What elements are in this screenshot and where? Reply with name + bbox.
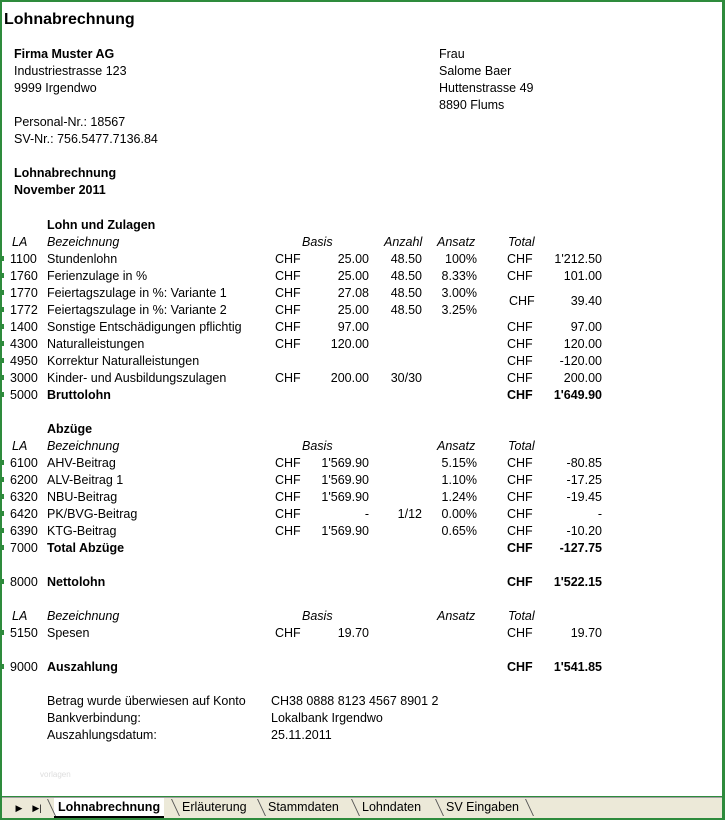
tab-lohnabrechnung[interactable]: Lohnabrechnung [54, 798, 164, 818]
lohn-header-bez: Bezeichnung [47, 235, 120, 249]
netto-total: 1'522.15 [553, 575, 602, 589]
cell-basis: 25.00 [337, 303, 369, 317]
cell-cur: CHF [275, 456, 301, 470]
row-marker [2, 460, 4, 465]
lohn-header-la: LA [12, 235, 28, 249]
cell-tcur: CHF [507, 320, 533, 334]
cell-basis: 120.00 [330, 337, 369, 351]
cell-bez: Sonstige Entschädigungen pflichtig [47, 320, 242, 334]
cell-bez: AHV-Beitrag [47, 456, 116, 470]
row-marker [2, 528, 4, 533]
cell-la: 1100 [10, 252, 37, 266]
cell-tcur: CHF [507, 456, 533, 470]
spesen-header-bez: Bezeichnung [47, 609, 120, 623]
cell-total: -10.20 [566, 524, 602, 538]
bank-value-bank: Lokalbank Irgendwo [271, 711, 383, 725]
row-marker [2, 256, 4, 261]
cell-bez: Korrektur Naturalleistungen [47, 354, 200, 368]
cell-bez: NBU-Beitrag [47, 490, 118, 504]
cell-basis: 1'569.90 [321, 524, 369, 538]
bank-label-bank: Bankverbindung: [47, 711, 141, 725]
cell-cur: CHF [275, 524, 301, 538]
section-abzuege-title: Abzüge [47, 422, 93, 436]
payout-label: Auszahlung [47, 660, 118, 674]
row-marker [2, 341, 4, 346]
bank-value-date: 25.11.2011 [271, 728, 332, 742]
payout-total: 1'541.85 [553, 660, 602, 674]
sum-label: Total Abzüge [47, 541, 125, 555]
abzuege-header-ansatz: Ansatz [437, 439, 476, 453]
row-marker [2, 358, 4, 363]
employee-city: 8890 Flums [439, 98, 505, 112]
cell-ans: 0.00% [441, 507, 477, 521]
row-marker [2, 579, 4, 584]
row-marker [2, 511, 4, 516]
cell-tcur: CHF [507, 507, 533, 521]
cell-la: 5150 [10, 626, 38, 640]
cell-basis: 19.70 [337, 626, 369, 640]
cell-la: 4300 [10, 337, 38, 351]
lohn-header-ansatz: Ansatz [437, 235, 476, 249]
sum-total: 1'649.90 [553, 388, 602, 402]
merged-cell-total: 39.40 [570, 294, 602, 308]
cell-la: 6390 [10, 524, 38, 538]
merged-cell-currency: CHF [509, 294, 535, 308]
cell-total: 19.70 [570, 626, 602, 640]
cell-cur: CHF [275, 337, 301, 351]
spesen-header-la: LA [12, 609, 28, 623]
cell-tcur: CHF [507, 269, 533, 283]
sum-currency: CHF [507, 388, 533, 402]
lohn-header-total: Total [508, 235, 535, 249]
cell-total: 120.00 [563, 337, 602, 351]
tab-erl-uterung[interactable]: Erläuterung [182, 800, 247, 814]
spesen-header-ansatz: Ansatz [437, 609, 476, 623]
row-marker [2, 290, 4, 295]
cell-basis: 97.00 [337, 320, 369, 334]
cell-total: 1'212.50 [554, 252, 602, 266]
row-marker [2, 324, 4, 329]
sum-la: 7000 [10, 541, 38, 555]
cell-ans: 1.10% [441, 473, 477, 487]
cell-basis: 1'569.90 [321, 473, 369, 487]
row-marker [2, 630, 4, 635]
row-marker [2, 477, 4, 482]
next-sheet-icon[interactable]: ▶ [15, 803, 23, 813]
lohn-header-anzahl: Anzahl [384, 235, 423, 249]
cell-total: - [597, 507, 602, 521]
doc-heading: Lohnabrechnung [14, 166, 117, 180]
lohn-header-basis: Basis [302, 235, 333, 249]
cell-la: 4950 [10, 354, 38, 368]
cell-cur: CHF [275, 303, 301, 317]
cell-ans: 3.25% [441, 303, 477, 317]
abzuege-header-la: LA [12, 439, 28, 453]
cell-tcur: CHF [507, 371, 533, 385]
cell-ans: 3.00% [441, 286, 477, 300]
cell-tcur: CHF [507, 524, 533, 538]
cell-la: 1772 [10, 303, 38, 317]
cell-cur: CHF [275, 252, 301, 266]
cell-total: -19.45 [566, 490, 602, 504]
cell-anz: 48.50 [390, 303, 422, 317]
cell-basis: 25.00 [337, 269, 369, 283]
cell-la: 6420 [10, 507, 38, 521]
cell-ans: 8.33% [441, 269, 477, 283]
abzuege-header-total: Total [508, 439, 535, 453]
spesen-header-basis: Basis [302, 609, 333, 623]
cell-total: -17.25 [566, 473, 602, 487]
doc-period: November 2011 [14, 183, 106, 197]
employer-street: Industriestrasse 123 [14, 64, 127, 78]
cell-basis: 25.00 [337, 252, 369, 266]
cell-bez: Stundenlohn [47, 252, 118, 266]
cell-anz: 48.50 [390, 269, 422, 283]
sum-total: -127.75 [559, 541, 602, 555]
cell-la: 6320 [10, 490, 38, 504]
cell-basis: - [364, 507, 369, 521]
personal-number: Personal-Nr.: 18567 [14, 115, 126, 129]
row-marker [2, 392, 4, 397]
employer-city: 9999 Irgendwo [14, 81, 97, 95]
cell-la: 6100 [10, 456, 38, 470]
cell-bez: Kinder- und Ausbildungszulagen [47, 371, 227, 385]
cell-cur: CHF [275, 473, 301, 487]
cell-cur: CHF [275, 626, 301, 640]
row-marker [2, 545, 4, 550]
cell-ans: 0.65% [441, 524, 477, 538]
row-marker [2, 375, 4, 380]
employee-name: Salome Baer [439, 64, 512, 78]
cell-bez: Naturalleistungen [47, 337, 145, 351]
row-marker [2, 273, 4, 278]
row-marker [2, 494, 4, 499]
cell-anz: 30/30 [390, 371, 422, 385]
sum-label: Bruttolohn [47, 388, 111, 402]
cell-bez: PK/BVG-Beitrag [47, 507, 138, 521]
section-lohn-title: Lohn und Zulagen [47, 218, 156, 232]
tab-sv-eingaben[interactable]: SV Eingaben [446, 800, 519, 814]
cell-total: 200.00 [563, 371, 602, 385]
cell-basis: 1'569.90 [321, 456, 369, 470]
bank-label-date: Auszahlungsdatum: [47, 728, 157, 742]
cell-cur: CHF [275, 320, 301, 334]
cell-la: 1770 [10, 286, 38, 300]
cell-tcur: CHF [507, 354, 533, 368]
tab-separator [525, 799, 534, 816]
employee-street: Huttenstrasse 49 [439, 81, 534, 95]
cell-cur: CHF [275, 490, 301, 504]
cell-la: 3000 [10, 371, 38, 385]
cell-basis: 200.00 [330, 371, 369, 385]
cell-cur: CHF [275, 269, 301, 283]
sheet-tab-bar [2, 797, 722, 818]
watermark: vorlagen [40, 770, 71, 779]
cell-la: 6200 [10, 473, 38, 487]
cell-bez: ALV-Beitrag 1 [47, 473, 124, 487]
last-sheet-icon[interactable]: ▶| [32, 803, 42, 813]
cell-ans: 5.15% [441, 456, 477, 470]
bank-value-account: CH38 0888 8123 4567 8901 2 [271, 694, 439, 708]
page-title: Lohnabrechnung [4, 11, 135, 28]
row-marker [2, 664, 4, 669]
cell-tcur: CHF [507, 490, 533, 504]
bank-label-account: Betrag wurde überwiesen auf Konto [47, 694, 246, 708]
sum-currency: CHF [507, 541, 533, 555]
cell-anz: 48.50 [390, 286, 422, 300]
cell-basis: 27.08 [337, 286, 369, 300]
cell-bez: Feiertagszulage in %: Variante 2 [47, 303, 227, 317]
netto-la: 8000 [10, 575, 38, 589]
tab-stammdaten[interactable]: Stammdaten [268, 800, 339, 814]
cell-anz: 1/12 [397, 507, 422, 521]
tab-lohndaten[interactable]: Lohndaten [362, 800, 422, 814]
netto-currency: CHF [507, 575, 533, 589]
payout-currency: CHF [507, 660, 533, 674]
row-marker [2, 307, 4, 312]
netto-label: Nettolohn [47, 575, 106, 589]
cell-tcur: CHF [507, 473, 533, 487]
cell-cur: CHF [275, 371, 301, 385]
sv-number: SV-Nr.: 756.5477.7136.84 [14, 132, 158, 146]
cell-total: 97.00 [570, 320, 602, 334]
cell-bez: KTG-Beitrag [47, 524, 117, 538]
cell-cur: CHF [275, 507, 301, 521]
employee-salutation: Frau [439, 47, 465, 61]
cell-anz: 48.50 [390, 252, 422, 266]
cell-bez: Ferienzulage in % [47, 269, 148, 283]
cell-total: 101.00 [563, 269, 602, 283]
cell-tcur: CHF [507, 626, 533, 640]
cell-bez: Spesen [47, 626, 90, 640]
cell-basis: 1'569.90 [321, 490, 369, 504]
cell-total: -120.00 [559, 354, 602, 368]
cell-la: 1760 [10, 269, 38, 283]
sum-la: 5000 [10, 388, 38, 402]
payout-la: 9000 [10, 660, 38, 674]
cell-bez: Feiertagszulage in %: Variante 1 [47, 286, 227, 300]
abzuege-header-bez: Bezeichnung [47, 439, 120, 453]
employer-name: Firma Muster AG [14, 47, 115, 61]
cell-tcur: CHF [507, 337, 533, 351]
cell-la: 1400 [10, 320, 38, 334]
cell-ans: 1.24% [441, 490, 477, 504]
spreadsheet-area[interactable] [2, 2, 722, 796]
cell-ans: 100% [445, 252, 477, 266]
abzuege-header-basis: Basis [302, 439, 333, 453]
cell-cur: CHF [275, 286, 301, 300]
cell-total: -80.85 [566, 456, 602, 470]
cell-tcur: CHF [507, 252, 533, 266]
spesen-header-total: Total [508, 609, 535, 623]
